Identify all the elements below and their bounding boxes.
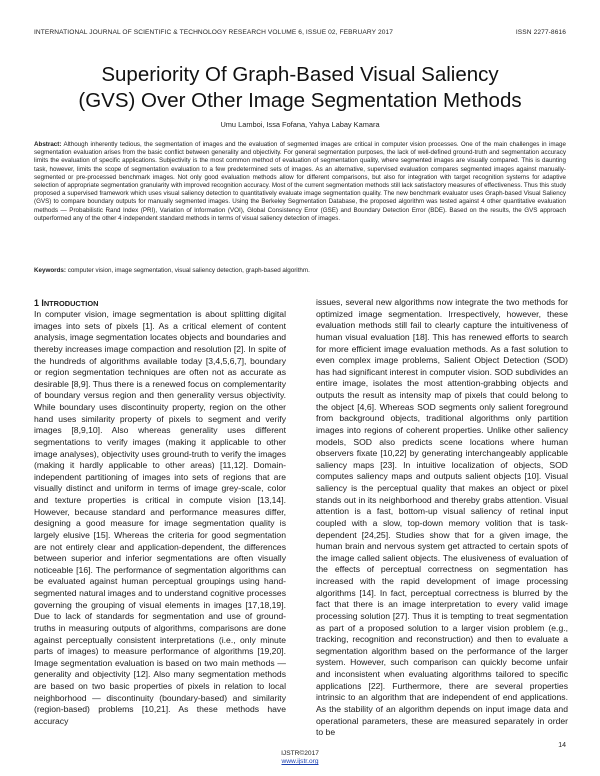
body-column-left (34, 298, 286, 728)
issn-header: ISSN 2277-8616 (515, 29, 566, 36)
title-line-1: Superiority Of Graph-Based Visual Saliency (101, 63, 499, 86)
section-number: 1 (34, 298, 39, 308)
body-paragraph-left: In computer vision, image segmentation is about splitting digital images into sets of pixels [1]. As a critical element of content analysis, image segmentation locates objects and boundaries and thereby increases image compaction and resolution [2]. In spite of the hundreds of algorithms available today [3,4,5,6,7], boundary or region segmentation techniques are often not as accurate as desirable [8,9]. Thus there is a renewed focus on complementarity of boundary versus region and then generality versus objectivity. While boundary uses discontinuity property, region on the other hand uses similarity property of pixels to segment and verify images [8,9,10]. Also whereas generality uses different segmentations to verify images (making it applicable to other image analyses), objectivity uses ground-truth to verify the images (making it hardly applicable to other areas) [11,12]. Domain-independent partitioning of images into sets of regions that are visually distinct and uniform in terms of image grey-scale, color and texture properties is critical in compute vision [13,14]. However, because standard and performance measures differ, designing a good measure for image segmentation quality is largely elusive [15]. Whereas the criteria for good segmentation are not entirely clear and application-dependent, the differences between superior and inferior segmentations are often visually noticeable [16]. The performance of segmentation algorithms can be evaluated against human perceptual groupings using hand-segmented natural images and to understand cognitive processes governing the grouping of visual elements in images [17,18,19]. Due to lack of standards for segmentation and use of ground-truths in measuring outputs of algorithms, comparisons are done against perceptually consistent interpretations (i.e., only minute parts of images) to measure performance of algorithms [19,20]. Image segmentation evaluation is based on two main methods — generality and objectivity [12]. Also many segmentation methods are based on two basic properties of pixels in relation to local neighborhood — discontinuity (boundary-based) and similarity (region-based) problems [10,21]. As these methods have accuracy (34, 309, 286, 726)
abstract (34, 141, 566, 223)
keywords (34, 267, 566, 275)
body-column-right (316, 297, 568, 739)
footer-copyright: IJSTR©2017 (281, 750, 319, 757)
abstract-text: Although inherently tedious, the segmentation of images and the evaluation of segmented images are critical in computer vision processes. One of the main challenges in image segmentation evaluation arises from the basic conflict between generality and objectivity. For general segmentation purposes, the lack of well-defined ground-truth and segmentation accuracy limits the evaluation of specific applications. Subjectivity is the most common method of evaluation of segmentation quality, where segmented images are visually compared. This is daunting task, however, limits the scope of segmentation evaluation to a few predetermined sets of images. As an alternative, supervised evaluation compares segmented images against manually-segmented or pre-processed benchmark images. Not only good evaluation methods allow for different comparisons, but also for integration with target recognition systems for adaptive selection of appropriate segmentation granularity with improved recognition accuracy. Most of the current segmentation methods still lack satisfactory measures of effectiveness. Thus this study proposed a supervised framework which uses visual saliency detection to quantitatively evaluate image segmentation quality. The new benchmark evaluator uses Graph-based Visual Saliency (GVS) to compare boundary outputs for manually segmented images. Using the Berkeley Segmentation Database, the proposed algorithm was tested against 4 other quantitative evaluation methods — Probabilistic Rand Index (PRI), Variation of Information (VOI), Global Consistency Error (GSE) and Boundary Detection Error (BDE). Based on the results, the GVS approach outperformed any of the other 4 independent standard methods in terms of visual saliency detection of images. (34, 141, 566, 222)
keywords-label: Keywords: (34, 267, 66, 274)
section-title-rest: NTRODUCTION (43, 299, 99, 308)
abstract-label: Abstract: (34, 141, 62, 148)
footer-url-link[interactable]: www.ijstr.org (281, 758, 319, 765)
section-initial: I (41, 298, 44, 308)
author-list: Umu Lamboi, Issa Fofana, Yahya Labay Kamara (220, 120, 380, 129)
journal-header: INTERNATIONAL JOURNAL OF SCIENTIFIC & TECHNOLOGY RESEARCH VOLUME 6, ISSUE 02, FEBRUARY 2017 (34, 29, 394, 36)
page-number: 14 (558, 742, 566, 749)
keywords-text: computer vision, image segmentation, visual saliency detection, graph-based algorithm. (67, 267, 310, 274)
body-paragraph-right: issues, several new algorithms now integrate the two methods for optimized image segmentation. Irrespectively, however, these evaluation methods still fail to clearly capture the intuitiveness of human visual evaluation [18]. This has renewed efforts to search for more efficient image evaluation methods. As a fast solution to even complex image problems, Salient Object Detection (SOD) has had significant interest in computer vision. SOD subdivides an entire image, isolates the most attention-grabbing objects and outputs the result as intensity map of pixels that could belong to the object [4,6]. Whereas SOD segments only salient foreground from background objects, traditional algorithms only partition images into regions of coherent properties. Unlike other saliency models, SOD also predicts scene locations where human observers fixate [10,22] by generating interchangeably applicable saliency maps [23]. In intuitive localization of objects, SOD computes saliency maps and outputs salient objects [10]. Visual saliency is the perceptual quality that makes an object or pixel stands out in its neighborhood and thereby grabs attention. Visual attention is a fast, bottom-up visual saliency of retinal input coupled with a slow, top-down memory volition that is task-dependent [24,25]. Studies show that for a given image, the human brain and nervous system get attracted to certain spots of the image called salient objects. The elusiveness of evaluation of the effects of perceptual correctness on segmentation has increased with the rapid development of image processing algorithms [14]. In fact, perceptual correctness is blurred by the fact that there is an image interpretation to every valid image processing solution [27]. Thus it is tempting to treat segmentation as part of a proposed solution to a larger vision problem (e.g., tracking, recognition and reconstruction) and then to evaluate a segmentation algorithm based on the performance of the larger system. However, such comparison can quickly become unfair and inconsistent when evaluating algorithms tailored to specific applications [22]. Furthermore, there are several properties intrinsic to an algorithm that are independent of end applications. As the stability of an algorithm depends on input image data and operational parameters, these are measured separately in order to be (316, 297, 568, 738)
section-heading (34, 298, 286, 309)
title-line-2: (GVS) Over Other Image Segmentation Methods (78, 89, 522, 112)
page-footer (0, 750, 600, 766)
paper-title (30, 62, 570, 114)
